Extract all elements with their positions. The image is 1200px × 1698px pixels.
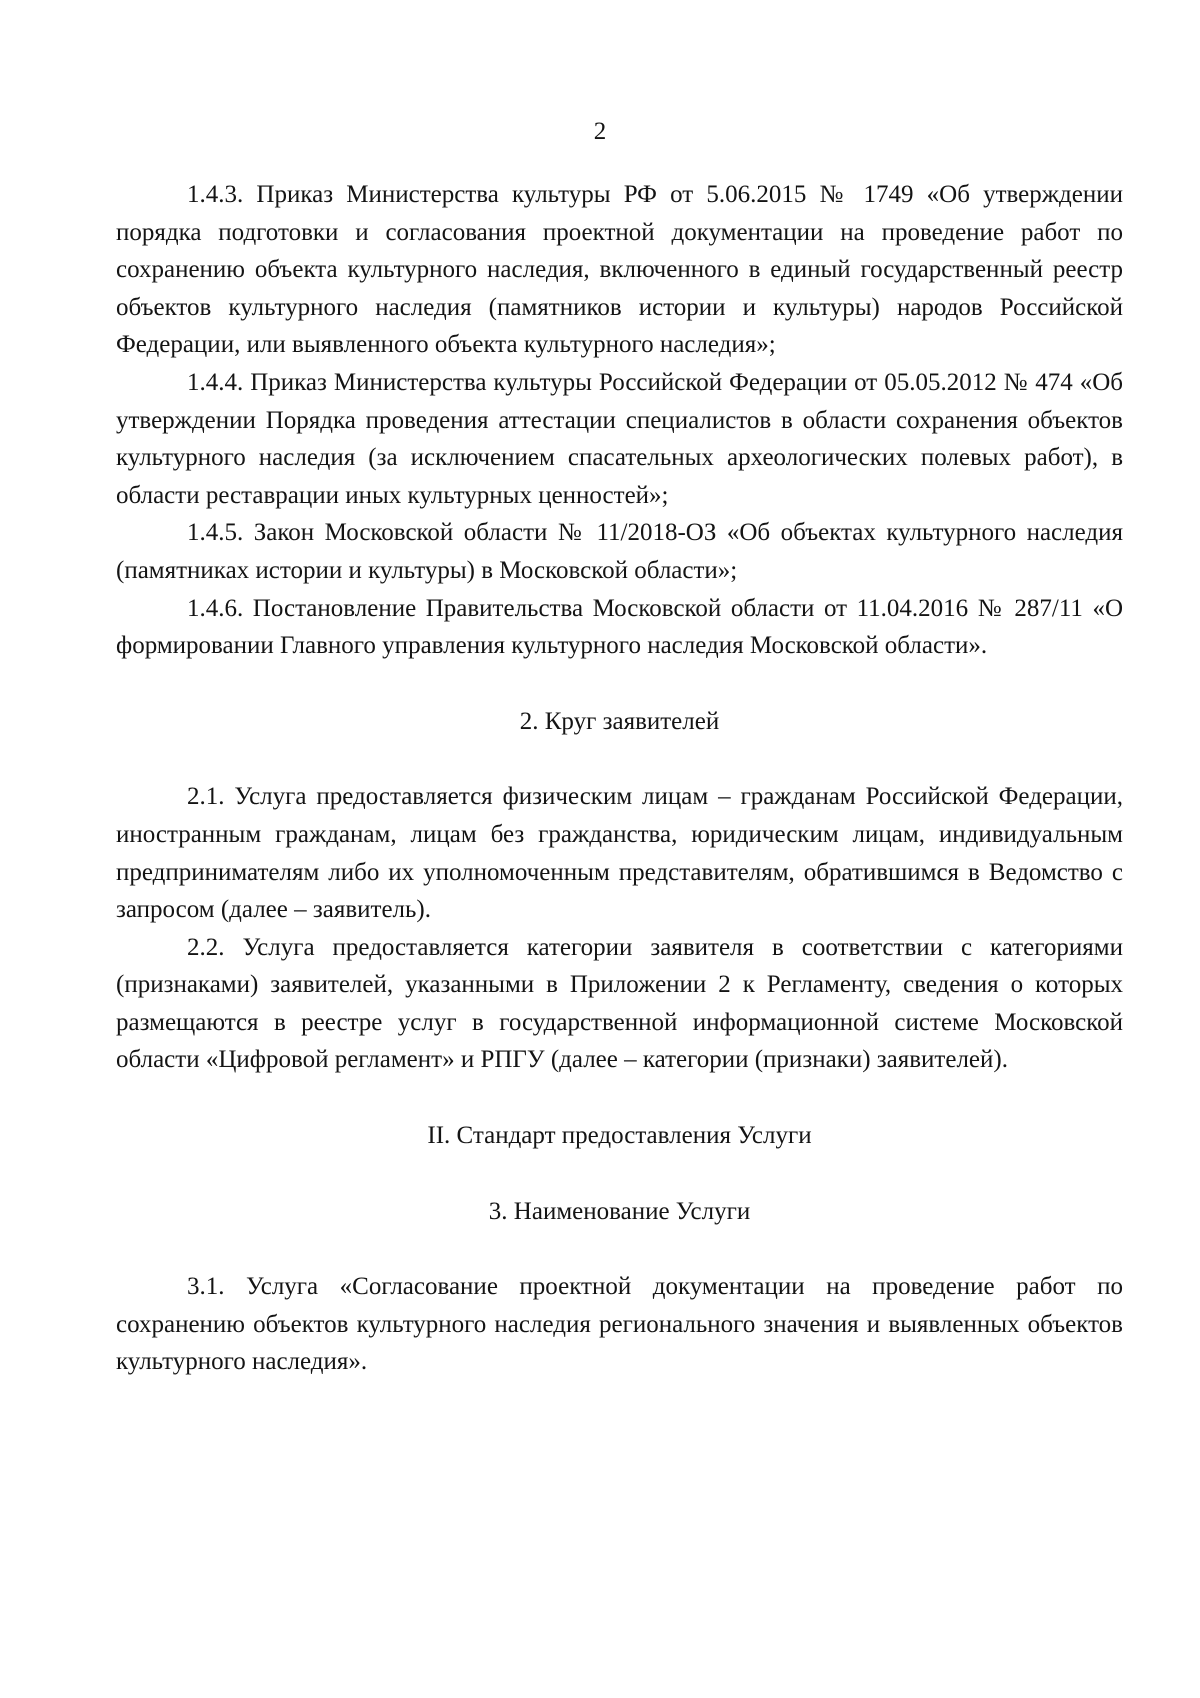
- spacer: [116, 1079, 1123, 1117]
- heading-section-II: II. Стандарт предоставления Услуги: [427, 1122, 812, 1150]
- paragraph-1-4-5: 1.4.5. Закон Московской области № 11/2018-ОЗ «Об объектах культурного наследия (памятниках истории и культуры) в Московской области»;: [116, 519, 1123, 584]
- paragraph-2-2: 2.2. Услуга предоставляется категории заявителя в соответствии с категориями (признаками) заявителей, указанными в Приложении 2 к Регламенту, сведения о которых размещаются в реестре услуг в государственной информационной системе Московской области «Цифровой регламент» и РПГУ (далее – категории (признаки) заявителей).: [116, 933, 1123, 1074]
- spacer: [116, 1155, 1123, 1193]
- heading-3-service-name: 3. Наименование Услуги: [488, 1197, 751, 1225]
- spacer: [116, 665, 1123, 703]
- heading-2-applicants: 2. Круг заявителей: [519, 707, 720, 735]
- spacer: [116, 740, 1123, 778]
- page-number: 2: [593, 118, 607, 145]
- spacer: [116, 1230, 1123, 1268]
- paragraph-3-1: 3.1. Услуга «Согласование проектной документации на проведение работ по сохранению объектов культурного наследия регионального значения и выявленных объектов культурного наследия».: [116, 1273, 1123, 1376]
- paragraph-1-4-3: 1.4.3. Приказ Министерства культуры РФ от 5.06.2015 № 1749 «Об утверждении порядка подготовки и согласования проектной документации на проведение работ по сохранению объекта культурного наследия, включенного в единый государственный реестр объектов культурного наследия (памятников истории и культуры) народов Российской Федерации, или выявленного объекта культурного наследия»;: [116, 181, 1123, 359]
- paragraph-1-4-4: 1.4.4. Приказ Министерства культуры Российской Федерации от 05.05.2012 № 474 «Об утверждении Порядка проведения аттестации специалистов в области сохранения объектов культурного наследия (за исключением спасательных археологических полевых работ), в области реставрации иных культурных ценностей»;: [116, 368, 1123, 509]
- document-body: [116, 176, 1123, 1381]
- paragraph-2-1: 2.1. Услуга предоставляется физическим лицам – гражданам Российской Федерации, иностранным гражданам, лицам без гражданства, юридическим лицам, индивидуальным предпринимателям либо их уполномоченным представителям, обратившимся в Ведомство с запросом (далее – заявитель).: [116, 783, 1123, 924]
- paragraph-1-4-6: 1.4.6. Постановление Правительства Московской области от 11.04.2016 № 287/11 «О формировании Главного управления культурного наследия Московской области».: [116, 594, 1123, 660]
